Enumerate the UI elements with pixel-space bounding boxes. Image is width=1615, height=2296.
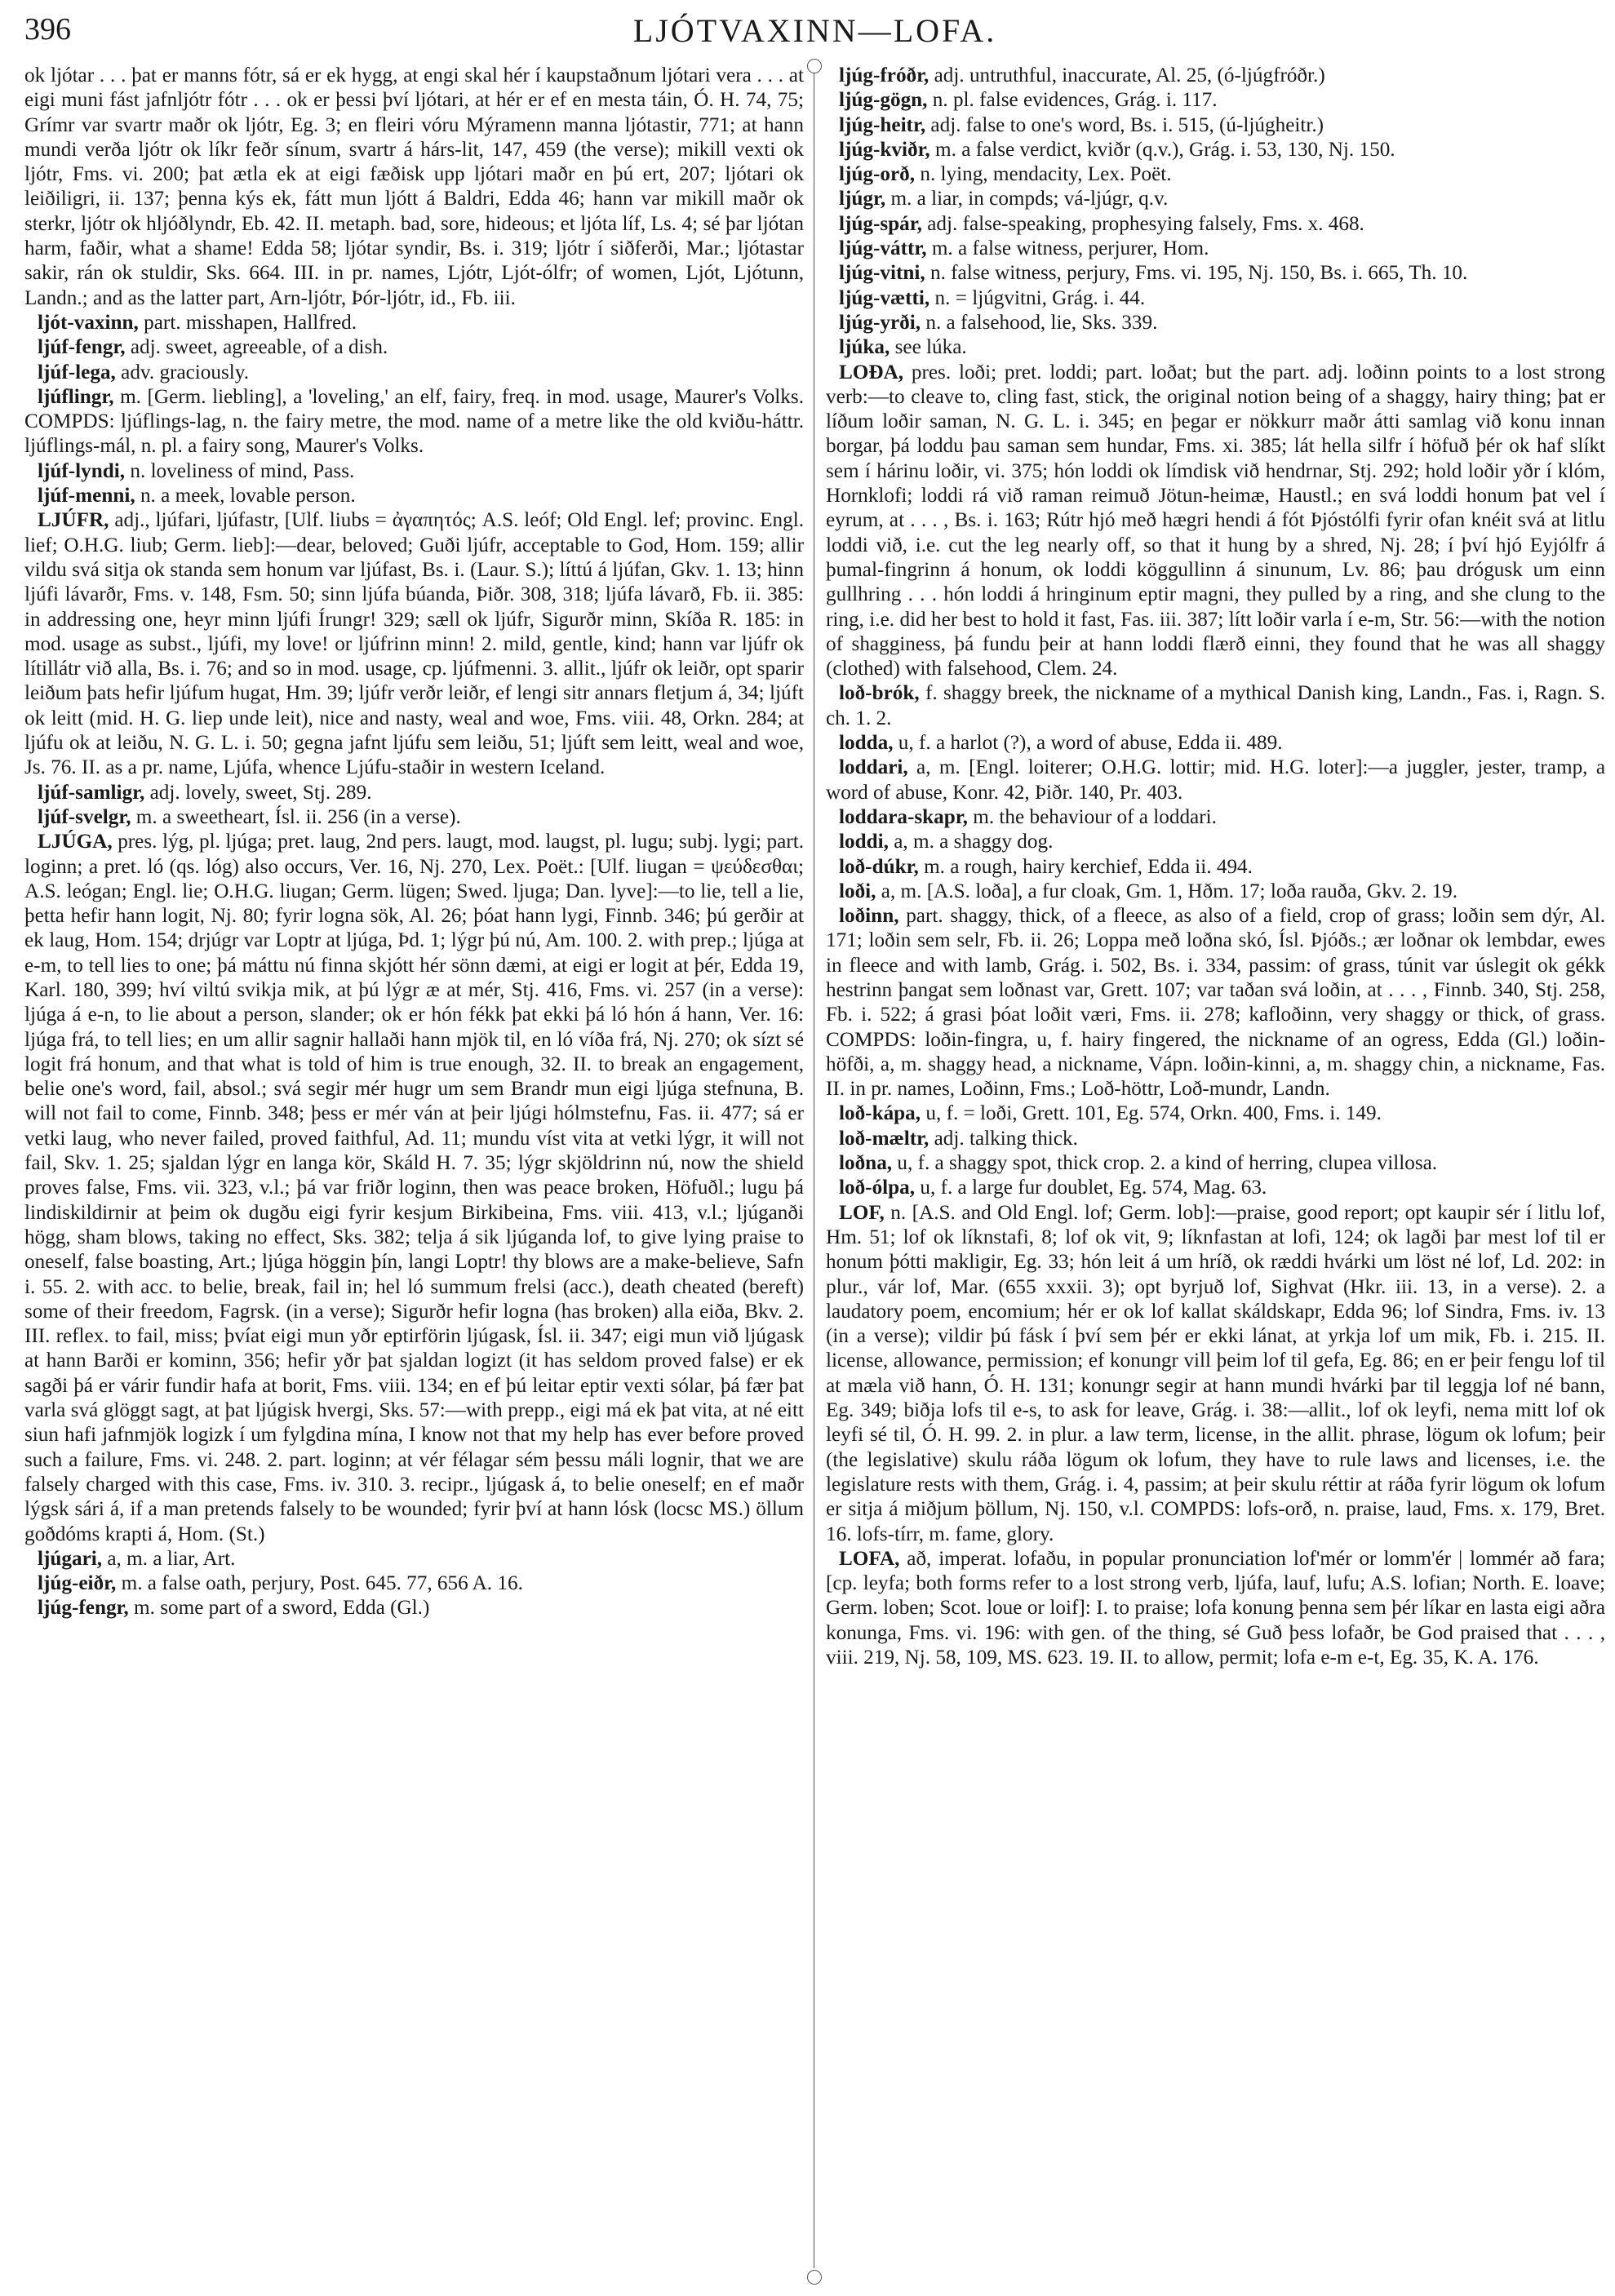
headword: loddi, (839, 831, 889, 853)
headword: ljúf-samligr, (38, 781, 145, 804)
headword: LOÐA, (839, 361, 904, 383)
headword: loð-kápa, (839, 1102, 921, 1125)
entry-body: m. [Germ. liebling], a 'loveling,' an elf, fairy, freq. in mod. usage, Maurer's Volks. COMPDS: ljúflings-lag, n. the fairy metre, the mod. name of a metre like the old kviðu-háttr. ljúflings-mál, n. pl. a fairy song, Maurer's Volks. (24, 385, 804, 458)
headword: loð-dúkr, (839, 855, 919, 878)
headword: ljúf-lyndi, (38, 459, 126, 482)
entry-body: part. misshapen, Hallfred. (138, 311, 357, 334)
dictionary-entry (826, 1127, 1605, 1151)
dictionary-entry (826, 855, 1605, 880)
left-column (24, 64, 804, 1621)
headword: ljót-vaxinn, (38, 311, 139, 334)
entry-body: pres. lýg, pl. ljúga; pret. laug, 2nd pers. laugt, mod. laugst, pl. lugu; subj. lygi; part. loginn; a pret. ló (qs. lóg) also occurs, Ver. 16, Nj. 270, Lex. Poët.: [Ulf. liugan = ψεύδεσθαι; A.S. leógan; Engl. lie; O.H.G. liugan; Germ. lügen; Swed. ljuga; Dan. lyve]:—to lie, tell a lie, þetta hefir hann logit, Nj. 80; fyrir logna sök, Al. 26; þóat hann lygi, Finnb. 346; þú gerðir at ek laug, Hom. 154; drjúgr var Loptr at ljúga, Þd. 1; lýgr þú nú, Am. 100. 2. with prep.; ljúga at e-m, to tell lies to one; þá máttu nú finna skjótt hér sönn dæmi, at eigi er logit at þér, Edda 19, Karl. 180, 399; hví viltú svikja mik, at þú lýgr æ at mér, Stj. 416, Fms. vi. 257 (in a verse): ljúga á e-n, to lie about a person, slander; ok er hón fékk þat ekki þá ló hón á hann, Ver. 16: ljúga frá, to tell lies; en um allir sagnir hallaði hann mjök til, en ló víða frá, Nj. 270; ok sízt sé logit frá honum, and that what is told of him is true enough, 32. II. to break an engagement, belie one's word, fail, absol.; svá segir mér hugr um sem Brandr mun eigi ljúga stefnuna, B. will not fail to come, Finnb. 348; þess er mér ván at þeir ljúgi hólmstefnu, Fas. ii. 477; sá er vetki laug, who never failed, proved faithful, Ad. 11; mundu víst vita at vetki lýgr, it will not fail, Skv. 1. 25; sjaldan lýgr en langa kör, Skáld H. 7. 35; lýgr skjöldrinn nú, now the shield proves false, Fms. vii. 323, v.l.; þá var friðr loginn, then was peace broken, Höfuðl.; lugu þá lindiskildirnir at þeim ok dugðu eigi fyrir kesjum Birkibeina, Fms. viii. 413, v.l.; ljúganði högg, sham blows, taking no effect, Sks. 382; telja á sik ljúganda lof, to give lying praise to oneself, false boasting, Art.; ljúga höggin þín, langi Loptr! thy blows are a make-believe, Safn i. 55. 2. with acc. to belie, break, fail in; hel ló summum frelsi (acc.), death cheated (bereft) some of their freedom, Fagrsk. (in a verse); Sigurðr hefir logna (has broken) alla eiða, Bkv. 2. III. reflex. to fail, miss; þvíat eigi mun yðr eptirförin ljúgask, Ísl. ii. 347; eigi mun við ljúgask at hann Barði er kominn, 356; hefir yðr þat sjaldan logizt (it has seldom proved false) er ek sagði þá er várir fundir hafa at borit, Fms. viii. 134; en ef þú leitar eptir vexti sólar, þá fær þat varla svá glöggt sagt, at þat ljúgisk hvergi, Sks. 57:—with prepp., eigi má ek þat vita, at né eitt siun hafi jafnmjök logizk í um fylgdina mína, I know not that my help has ever before proved such a failure, Fms. vi. 248. 2. part. loginn; at vér félagar sém þessu máli lognir, that we are falsely charged with this case, Fms. iv. 310. 3. recipr., ljúgask á, to belie oneself; en ef maðr lýgsk sári á, if a man pretends falsely to be wounded; fyrir því at hann lósk (locsc MS.) öllum goðdóms krapti á, Hom. (St.) (24, 831, 804, 1545)
entry-body: n. [A.S. and Old Engl. lof; Germ. lob]:—praise, good report; opt kaupir sér í litlu lof, Hm. 51; lof ok líknstafi, 8; lof ok vit, 9; líknfastan at lofi, 124; ok lagði þar mest lof til er honum þótti makligir, Eg. 33; hón leit á um hríð, ok ræddi hvárki um löst né lof, Ld. 202: in plur., vár lof, Mar. (655 xxxii. 3); opt byrjuð lof, Sighvat (Hkr. iii. 13, in a verse). 2. a laudatory poem, encomium; hér er ok lof kallat skáldskapr, Edda 96; lof Sindra, Fms. iv. 13 (in a verse); vildir þú fásk í því sem þér er ekki lánat, at yrkja lof um mik, Fb. i. 215. II. license, allowance, permission; ef konungr vill þeim lof til gefa, Eg. 86; en er þeir fengu lof til at mæla við hann, Ó. H. 131; konungr segir at hann mundi hvárki þar til leggja lof né bann, Eg. 349; biðja lofs til e-s, to ask for leave, Grág. i. 38:—allit., lof ok leyfi, nema mitt lof ok leyfi sé til, Ó. H. 99. 2. in plur. a law term, license, in the allit. phrase, lögum ok lofum; þeir (the legislative) skulu ráða lögum ok lofum, they have to rule laws and licenses, i.e. the legislature rests with them, Grág. i. 4, passim; at þeir skulu réttir at ráða fyrir lögum ok lofum er sitja á miðjum þöllum, Nj. 150, v.l. COMPDS: lofs-orð, n. praise, laud, Fms. x. 179, Bret. 16. lofs-tírr, m. fame, glory. (826, 1201, 1605, 1545)
dictionary-entry (826, 880, 1605, 904)
dictionary-entry (826, 361, 1605, 682)
entry-body: ok ljótar . . . þat er manns fótr, sá er ek hygg, at engi skal hér í kaupstaðnum ljótari vera . . . at eigi muni fást jafnljótr fótr . . . ok er þessi því ljótari, at hér er ef en mesta táin, Ó. H. 74, 75; Grímr var svartr maðr ok ljótr, Eg. 3; en fleiri vóru Mýramenn manna ljótastir, 771; at hann mundi verða ljótr ok líkr feðr sínum, svartr á hárs-lit, 147, 459 (the verse); mikill vexti ok ljótr, Fms. vi. 200; þat ætla ek at eigi fæðisk upp ljótari maðr en þú ert, 207; ljótari ok leiðiligri, ii. 137; þenna kýs ek, fátt mun ljótt á Baldri, Edda 46; hann var mikill maðr ok sterkr, ljótr ok hljóðlyndr, Eb. 42. II. metaph. bad, sore, hideous; et ljóta líf, Ls. 4; sé þar ljótan harm, faðir, what a shame! Edda 58; ljótar syndir, Bs. i. 319; ljótr í siðferði, Mar.; ljótastar sakir, rán ok stuldir, Sks. 664. III. in pr. names, Ljótr, Ljót-ólfr; of women, Ljót, Ljótunn, Landn.; and as the latter part, Arn-ljótr, Þór-ljótr, id., Fb. iii. (24, 64, 804, 309)
dictionary-entry (24, 311, 804, 335)
headword: ljúf-svelgr, (38, 805, 131, 828)
entry-body: n. a falsehood, lie, Sks. 339. (921, 311, 1158, 334)
headword: ljúg-spár, (839, 212, 922, 235)
right-column (826, 64, 1605, 1670)
dictionary-entry (826, 756, 1605, 805)
entry-body: adj. false-speaking, prophesying falsely, Fms. x. 468. (921, 212, 1364, 235)
headword: ljúg-váttr, (839, 237, 927, 260)
dictionary-entry (826, 64, 1605, 88)
dictionary-entry (826, 113, 1605, 138)
dictionary-entry (826, 904, 1605, 1101)
dictionary-entry (826, 830, 1605, 854)
entry-body: adj., ljúfari, ljúfastr, [Ulf. liubs = ἀγαπητός; A.S. leóf; Old Engl. lef; provinc. Engl. lief; O.H.G. liub; Germ. lieb]:—dear, beloved; Guði ljúfr, acceptable to God, Hom. 159; allir vildu svá sitja ok standa sem honum var ljúfast, Bs. i. (Laur. S.); líttú á ljúfan, Gkv. 1. 13; hinn ljúfi lávarðr, Fms. v. 148, Fsm. 50; sinn ljúfa búanda, Þiðr. 308, 318; ljúfa lávarð, Fb. ii. 385: in addressing one, heyr minn ljúfi Írungr! 329; sæll ok ljúfr, Sigurðr minn, Skíða R. 185: in mod. usage as subst., ljúfi, my love! or ljúfrinn minn! 2. mild, gentle, kind; hann var ljúfr ok lítillátr við alla, Bs. i. 76; and so in mod. usage, cp. ljúfmenni. 3. allit., ljúfr ok leiðr, opt sparir leiðum þats hefir ljúfum hugat, Hm. 39; ljúfr verðr leiðr, ef lengi sitr annars fletjum á, 34; ljúft ok leitt (mid. H. G. liep unde leit), nice and nasty, weal and woe, Fms. viii. 48, Orkn. 284; at ljúfu ok at leiðu, N. G. L. i. 50; gegna jafnt ljúfu sem leiðu, 51; ljúft sem leitt, weal and woe, Js. 76. II. as a pr. name, Ljúfa, whence Ljúfu-staðir in western Iceland. (24, 509, 804, 779)
dictionary-entry (826, 138, 1605, 162)
dictionary-entry (826, 212, 1605, 237)
headword: ljúgari, (38, 1547, 103, 1570)
entry-body: a, m. a liar, Art. (102, 1547, 236, 1570)
headword: ljúg-orð, (839, 163, 916, 186)
entry-body: að, imperat. lofaðu, in popular pronunciation lof'mér or lomm'ér | lommér að fara; [cp. leyfa; both forms refer to a lost strong verb, ljúfa, lauf, lufu; A.S. lofian; North. E. loave; Germ. loben; Scot. loue or loif]: I. to praise; lofa konung þenna sem þér líkar en lasta eigi aðra konunga, Fms. vi. 196: with gen. of the thing, sé Guð þess lofaðr, be God praised that . . . , viii. 219, Nj. 58, 109, MS. 623. 19. II. to allow, permit; lofa e-m e-t, Eg. 35, K. A. 176. (826, 1547, 1605, 1669)
dictionary-entry (24, 830, 804, 1547)
dictionary-entry (826, 1176, 1605, 1200)
entry-body: m. a liar, in compds; vá-ljúgr, q.v. (885, 188, 1169, 211)
entry-body: adj. talking thick. (929, 1127, 1078, 1150)
dictionary-entry (826, 261, 1605, 286)
dictionary-entry (24, 484, 804, 508)
entry-body: adj. lovely, sweet, Stj. 289. (144, 781, 372, 804)
entry-body: m. a false witness, perjurer, Hom. (926, 237, 1209, 260)
divider-ornament-icon (807, 2270, 822, 2285)
entry-body: n. lying, mendacity, Lex. Poët. (915, 163, 1172, 186)
headword: ljúg-eiðr, (38, 1572, 117, 1595)
entry-body: m. a sweetheart, Ísl. ii. 256 (in a verse). (131, 805, 461, 828)
dictionary-entry (826, 1151, 1605, 1176)
headword: LJÚGA, (38, 831, 113, 853)
headword: ljúg-vætti, (839, 286, 930, 309)
headword: ljúf-fengr, (38, 336, 126, 359)
entry-body: u, f. a large fur doublet, Eg. 574, Mag. 63. (915, 1177, 1267, 1199)
headword: loð-mæltr, (839, 1127, 930, 1150)
dictionary-entry (24, 508, 804, 780)
entry-body: n. pl. false evidences, Grág. i. 117. (927, 89, 1218, 112)
dictionary-entry (826, 805, 1605, 830)
headword: ljúg-fengr, (38, 1597, 129, 1620)
headword: LOFA, (839, 1547, 900, 1570)
entry-body: a, m. [A.S. loða], a fur cloak, Gm. 1, Hðm. 17; loða rauða, Gkv. 2. 19. (876, 880, 1458, 902)
headword: loddara-skapr, (839, 805, 968, 828)
headword: ljúg-kviðr, (839, 138, 930, 161)
headword: LJÚFR, (38, 509, 109, 532)
headword: ljúg-yrði, (839, 311, 921, 334)
dictionary-entry (826, 88, 1605, 113)
dictionary-entry (826, 1547, 1605, 1670)
dictionary-entry (826, 237, 1605, 261)
entry-body: pres. loði; pret. loddi; part. loðat; but the part. adj. loðinn points to a lost strong verb:—to cleave to, cling fast, stick, the original notion being of a shaggy, hairy thing; þat er líðum loðir saman, N. G. L. i. 345; en þegar er nökkurr maðr átti samlag við konu innan borgar, þá loddu þau saman sem hundar, Fms. xi. 385; lát hella silfr í höfuð þér ok haf slíkt sem í hárinu loðir, vi. 375; hón loddi ok límdisk við hendrnar, Stj. 292; hold loðir yðr í klóm, Hornklofi; loddi rá við raman reimuð Jötun-heimæ, Haustl.; en svá loddi honum þat vel í eyrum, at . . . , Bs. i. 163; Rútr hjó með hægri hendi á fót Þjóstólfi fyrir ofan knéit svá at litlu loddi við, i.e. cut the leg nearly off, so that it hung by a shred, Nj. 28; í því hjó Eyjólfr á þumal-fingrinn á honum, ok loddi köggullinn á sinunum, Lv. 86; þau drógusk um einn gullhring . . . hón loddi á hringinum eptir magni, they pulled by a ring, and she clung to the ring, i.e. did her best to hold it fast, Fas. iii. 387; lítt loðir varla í e-m, Str. 56:—with the notion of shagginess, þá fundu þeir at hann loddi flærð einni, they found that he was all shaggy (clothed) with falsehood, Clem. 24. (826, 361, 1605, 680)
dictionary-entry (826, 731, 1605, 756)
entry-body: n. false witness, perjury, Fms. vi. 195, Nj. 150, Bs. i. 665, Th. 10. (925, 262, 1468, 285)
headword: ljúka, (839, 336, 890, 359)
entry-continuation (24, 64, 804, 311)
entry-body: see lúka. (890, 336, 967, 359)
entry-body: adv. graciously. (115, 361, 250, 383)
headword: ljúg-fróðr, (839, 64, 930, 86)
headword: ljúf-lega, (38, 361, 116, 383)
entry-body: n. a meek, lovable person. (135, 485, 356, 508)
divider-ornament-icon (807, 59, 822, 73)
headword: LOF, (839, 1201, 885, 1224)
dictionary-entry (826, 311, 1605, 335)
entry-body: part. shaggy, thick, of a fleece, as also of a field, crop of grass; loðin sem dýr, Al. 171; loðin sem selr, Fb. ii. 26; Loppa með loðna skó, Ísl. Þjóðs.; ær loðnar ok lembdar, ewes in fleece and with lamb, Grág. i. 502, Bs. i. 334, passim: of grass, túnit var úslegit ok gékk hestrinn þangat sem loðnast var, Grett. 107; var taðan svá loðin, at . . . , Finnb. 340, Stj. 258, Fb. i. 522; á grasi þóat loðit væri, Fms. ii. 278; kafloðinn, very shaggy or thick, of grass. COMPDS: loðin-fingra, u, f. hairy fingered, the nickname of an ogress, Edda (Gl.) loðin-höfði, a, m. shaggy head, a nickname, Vápn. loðin-kinni, a, m. shaggy chin, a nickname, Fas. II. in pr. names, Loðinn, Fms.; Loð-höttr, Loð-mundr, Landn. (826, 905, 1605, 1101)
entry-body: m. a rough, hairy kerchief, Edda ii. 494. (918, 855, 1253, 878)
entry-body: m. the behaviour of a loddari. (967, 805, 1217, 828)
entry-body: n. = ljúgvitni, Grág. i. 44. (930, 286, 1146, 309)
page-number: 396 (24, 12, 71, 47)
entry-body: adj. false to one's word, Bs. i. 515, (ú-ljúgheitr.) (925, 113, 1324, 136)
entry-body: f. shaggy breek, the nickname of a mythical Danish king, Landn., Fas. i, Ragn. S. ch. 1. 2. (826, 682, 1605, 729)
headword: ljúg-vitni, (839, 262, 925, 285)
dictionary-entry (24, 805, 804, 830)
headword: loðinn, (839, 905, 899, 928)
entry-body: m. a false verdict, kviðr (q.v.), Grág. i. 53, 130, Nj. 150. (930, 138, 1395, 161)
entry-body: n. loveliness of mind, Pass. (125, 459, 355, 482)
dictionary-entry (24, 1596, 804, 1620)
dictionary-entry (826, 335, 1605, 360)
headword: loði, (839, 880, 876, 902)
dictionary-entry (24, 385, 804, 459)
headword: loð-brók, (839, 682, 920, 705)
dictionary-entry (826, 162, 1605, 187)
headword: loð-ólpa, (839, 1177, 916, 1199)
entry-body: u, f. = loði, Grett. 101, Eg. 574, Orkn. 400, Fms. i. 149. (921, 1102, 1382, 1125)
dictionary-entry (826, 681, 1605, 731)
page-header (24, 8, 1605, 54)
headword: ljúflingr, (38, 385, 114, 408)
dictionary-entry (826, 286, 1605, 311)
headword: ljúg-heitr, (839, 113, 926, 136)
headword: loddari, (839, 756, 908, 779)
dictionary-entry (826, 1101, 1605, 1126)
headword: loðna, (839, 1152, 893, 1175)
entry-body: adj. sweet, agreeable, of a dish. (125, 336, 388, 359)
entry-body: u, f. a harlot (?), a word of abuse, Edda ii. 489. (893, 732, 1283, 755)
page-title: LJÓTVAXINN—LOFA. (632, 12, 997, 49)
entry-body: a, m. [Engl. loiterer; O.H.G. lottir; mid. H.G. loter]:—a juggler, jester, tramp, a word of abuse, Konr. 42, Þiðr. 140, Pr. 403. (826, 756, 1605, 804)
dictionary-entry (24, 459, 804, 484)
entry-body: adj. untruthful, inaccurate, Al. 25, (ó-ljúgfróðr.) (929, 64, 1325, 86)
headword: ljúf-menni, (38, 485, 135, 508)
entry-body: u, f. a shaggy spot, thick crop. 2. a kind of herring, clupea villosa. (892, 1152, 1438, 1175)
dictionary-entry (24, 1571, 804, 1596)
dictionary-entry (24, 361, 804, 385)
dictionary-entry (826, 1201, 1605, 1547)
headword: ljúgr, (839, 188, 886, 211)
dictionary-entry (24, 335, 804, 360)
headword: ljúg-gögn, (839, 89, 928, 112)
dictionary-entry (826, 187, 1605, 211)
entry-body: m. a false oath, perjury, Post. 645. 77, 656 A. 16. (116, 1572, 523, 1595)
entry-body: a, m. a shaggy dog. (888, 831, 1054, 853)
headword: lodda, (839, 732, 894, 755)
entry-body: m. some part of a sword, Edda (Gl.) (128, 1597, 430, 1620)
dictionary-entry (24, 1547, 804, 1571)
dictionary-entry (24, 781, 804, 805)
